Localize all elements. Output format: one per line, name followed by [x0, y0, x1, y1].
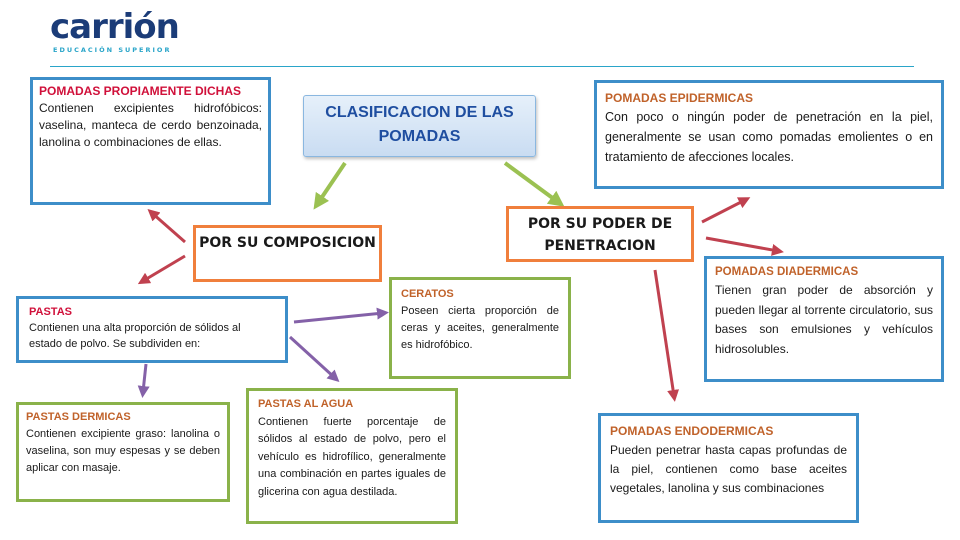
box-text: Contienen excipiente graso: lanolina o vaselina, son muy espesas y se deben aplicar con masaje.	[26, 428, 220, 474]
box-text: Poseen cierta proporción de ceras y aceites, generalmente es hidrofóbico.	[401, 305, 559, 351]
arrow-title-to-composicion	[318, 163, 345, 203]
diagram-title: CLASIFICACION DE LAS POMADAS	[303, 95, 536, 157]
arrow-composicion-to-propiamente	[152, 213, 185, 242]
box-text: Con poco o ningún poder de penetración en la piel, generalmente se usan como pomadas emolientes o en tratamiento de afecciones locales.	[605, 110, 933, 164]
box-pomadas-propiamente-dichas	[30, 77, 271, 205]
arrow-title-to-penetracion	[505, 163, 558, 202]
box-text: Contienen una alta proporción de sólidos al estado de polvo. Se subdividen en:	[29, 322, 241, 350]
arrow-pastas-to-dermicas	[143, 364, 146, 392]
box-pastas-al-agua	[246, 388, 458, 524]
logo-wordmark: carrión	[50, 7, 179, 47]
box-title: POMADAS DIADERMICAS	[715, 266, 859, 278]
box-title: POMADAS ENDODERMICAS	[610, 424, 774, 438]
box-text: Contienen fuerte porcentaje de sólidos al estado de polvo, pero el vehículo es hidrofílico, generalmente una combinación en partes iguales de glicerina con agua destilada.	[258, 415, 446, 498]
box-pastas-dermicas	[16, 402, 230, 502]
box-text: Tienen gran poder de absorción y pueden llegar al torrente circulatorio, sus bases son emulsiones y vehículos hidrosolubles.	[715, 283, 933, 356]
arrow-composicion-to-pastas	[143, 256, 185, 281]
box-text: Contienen excipientes hidrofóbicos: vaselina, manteca de cerdo benzoinada, lanolina o combinaciones de ellas.	[39, 101, 262, 149]
node-por-su-poder-de-penetracion: POR SU PODER DE PENETRACION	[506, 206, 694, 262]
arrow-pastas-to-agua	[290, 337, 335, 378]
box-title: POMADAS EPIDERMICAS	[605, 91, 754, 105]
box-title: CERATOS	[401, 288, 454, 300]
arrow-penetracion-to-endodermicas	[655, 270, 674, 396]
logo-tagline: EDUCACIÓN SUPERIOR	[53, 46, 172, 54]
box-title: POMADAS PROPIAMENTE DICHAS	[39, 84, 242, 98]
box-text: Pueden penetrar hasta capas profundas de la piel, contienen como base aceites vegetales, lanolina y sus combinaciones	[610, 443, 847, 495]
box-pomadas-diadermicas	[704, 256, 944, 382]
box-pomadas-endodermicas	[598, 413, 859, 523]
box-title: PASTAS	[29, 306, 72, 318]
box-pomadas-epidermicas	[594, 80, 944, 189]
arrow-penetracion-to-diadermicas	[706, 238, 778, 251]
box-title: PASTAS DERMICAS	[26, 411, 131, 423]
arrow-penetracion-to-epidermicas	[702, 200, 745, 222]
box-ceratos	[389, 277, 571, 379]
box-title: PASTAS AL AGUA	[258, 398, 354, 410]
box-pastas	[16, 296, 288, 363]
arrow-pastas-to-ceratos	[294, 313, 383, 322]
node-por-su-composicion: POR SU COMPOSICION	[193, 225, 382, 282]
